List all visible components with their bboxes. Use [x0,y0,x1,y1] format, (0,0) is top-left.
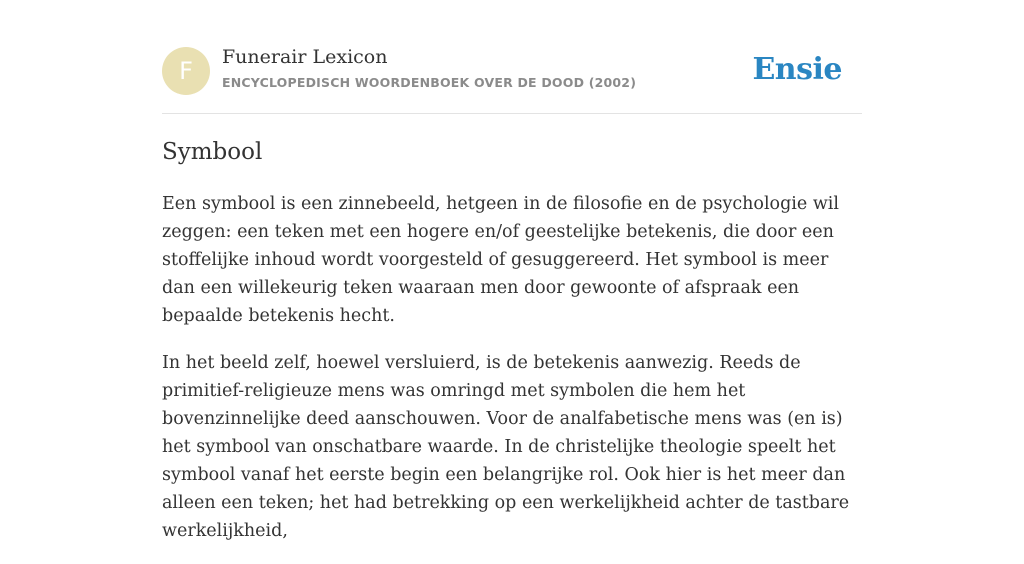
article-title: Symbool [162,139,263,165]
lexicon-title[interactable]: Funerair Lexicon [222,46,388,68]
avatar[interactable]: F [162,47,210,95]
article-body [162,190,862,564]
ensie-logo-link[interactable]: Ensie [752,52,842,87]
lexicon-subtitle: ENCYCLOPEDISCH WOORDENBOEK OVER DE DOOD (2002) [222,75,637,90]
lexicon-header [162,46,862,96]
article-paragraph: Een symbool is een zinnebeeld, hetgeen in de filosofie en de psychologie wil zeggen: een teken met een hogere en/of geestelijke betekenis, die door een stoffelijke inhoud wordt voorgesteld of gesuggereerd. Het symbool is meer dan een willekeurig teken waaraan men door gewoonte of afspraak een bepaalde betekenis hecht. [162,194,839,326]
article-paragraph: In het beeld zelf, hoewel versluierd, is de betekenis aanwezig. Reeds de primitief-religieuze mens was omringd met symbolen die hem het bovenzinnelijke deed aanschouwen. Voor de analfabetische mens was (en is) het symbool van onschatbare waarde. In de christelijke theologie speelt het symbool vanaf het eerste begin een belangrijke rol. Ook hier is het meer dan alleen een teken; het had betrekking op een werkelijkheid achter de tastbare werkelijkheid, [162,353,850,541]
header-divider [162,113,862,114]
